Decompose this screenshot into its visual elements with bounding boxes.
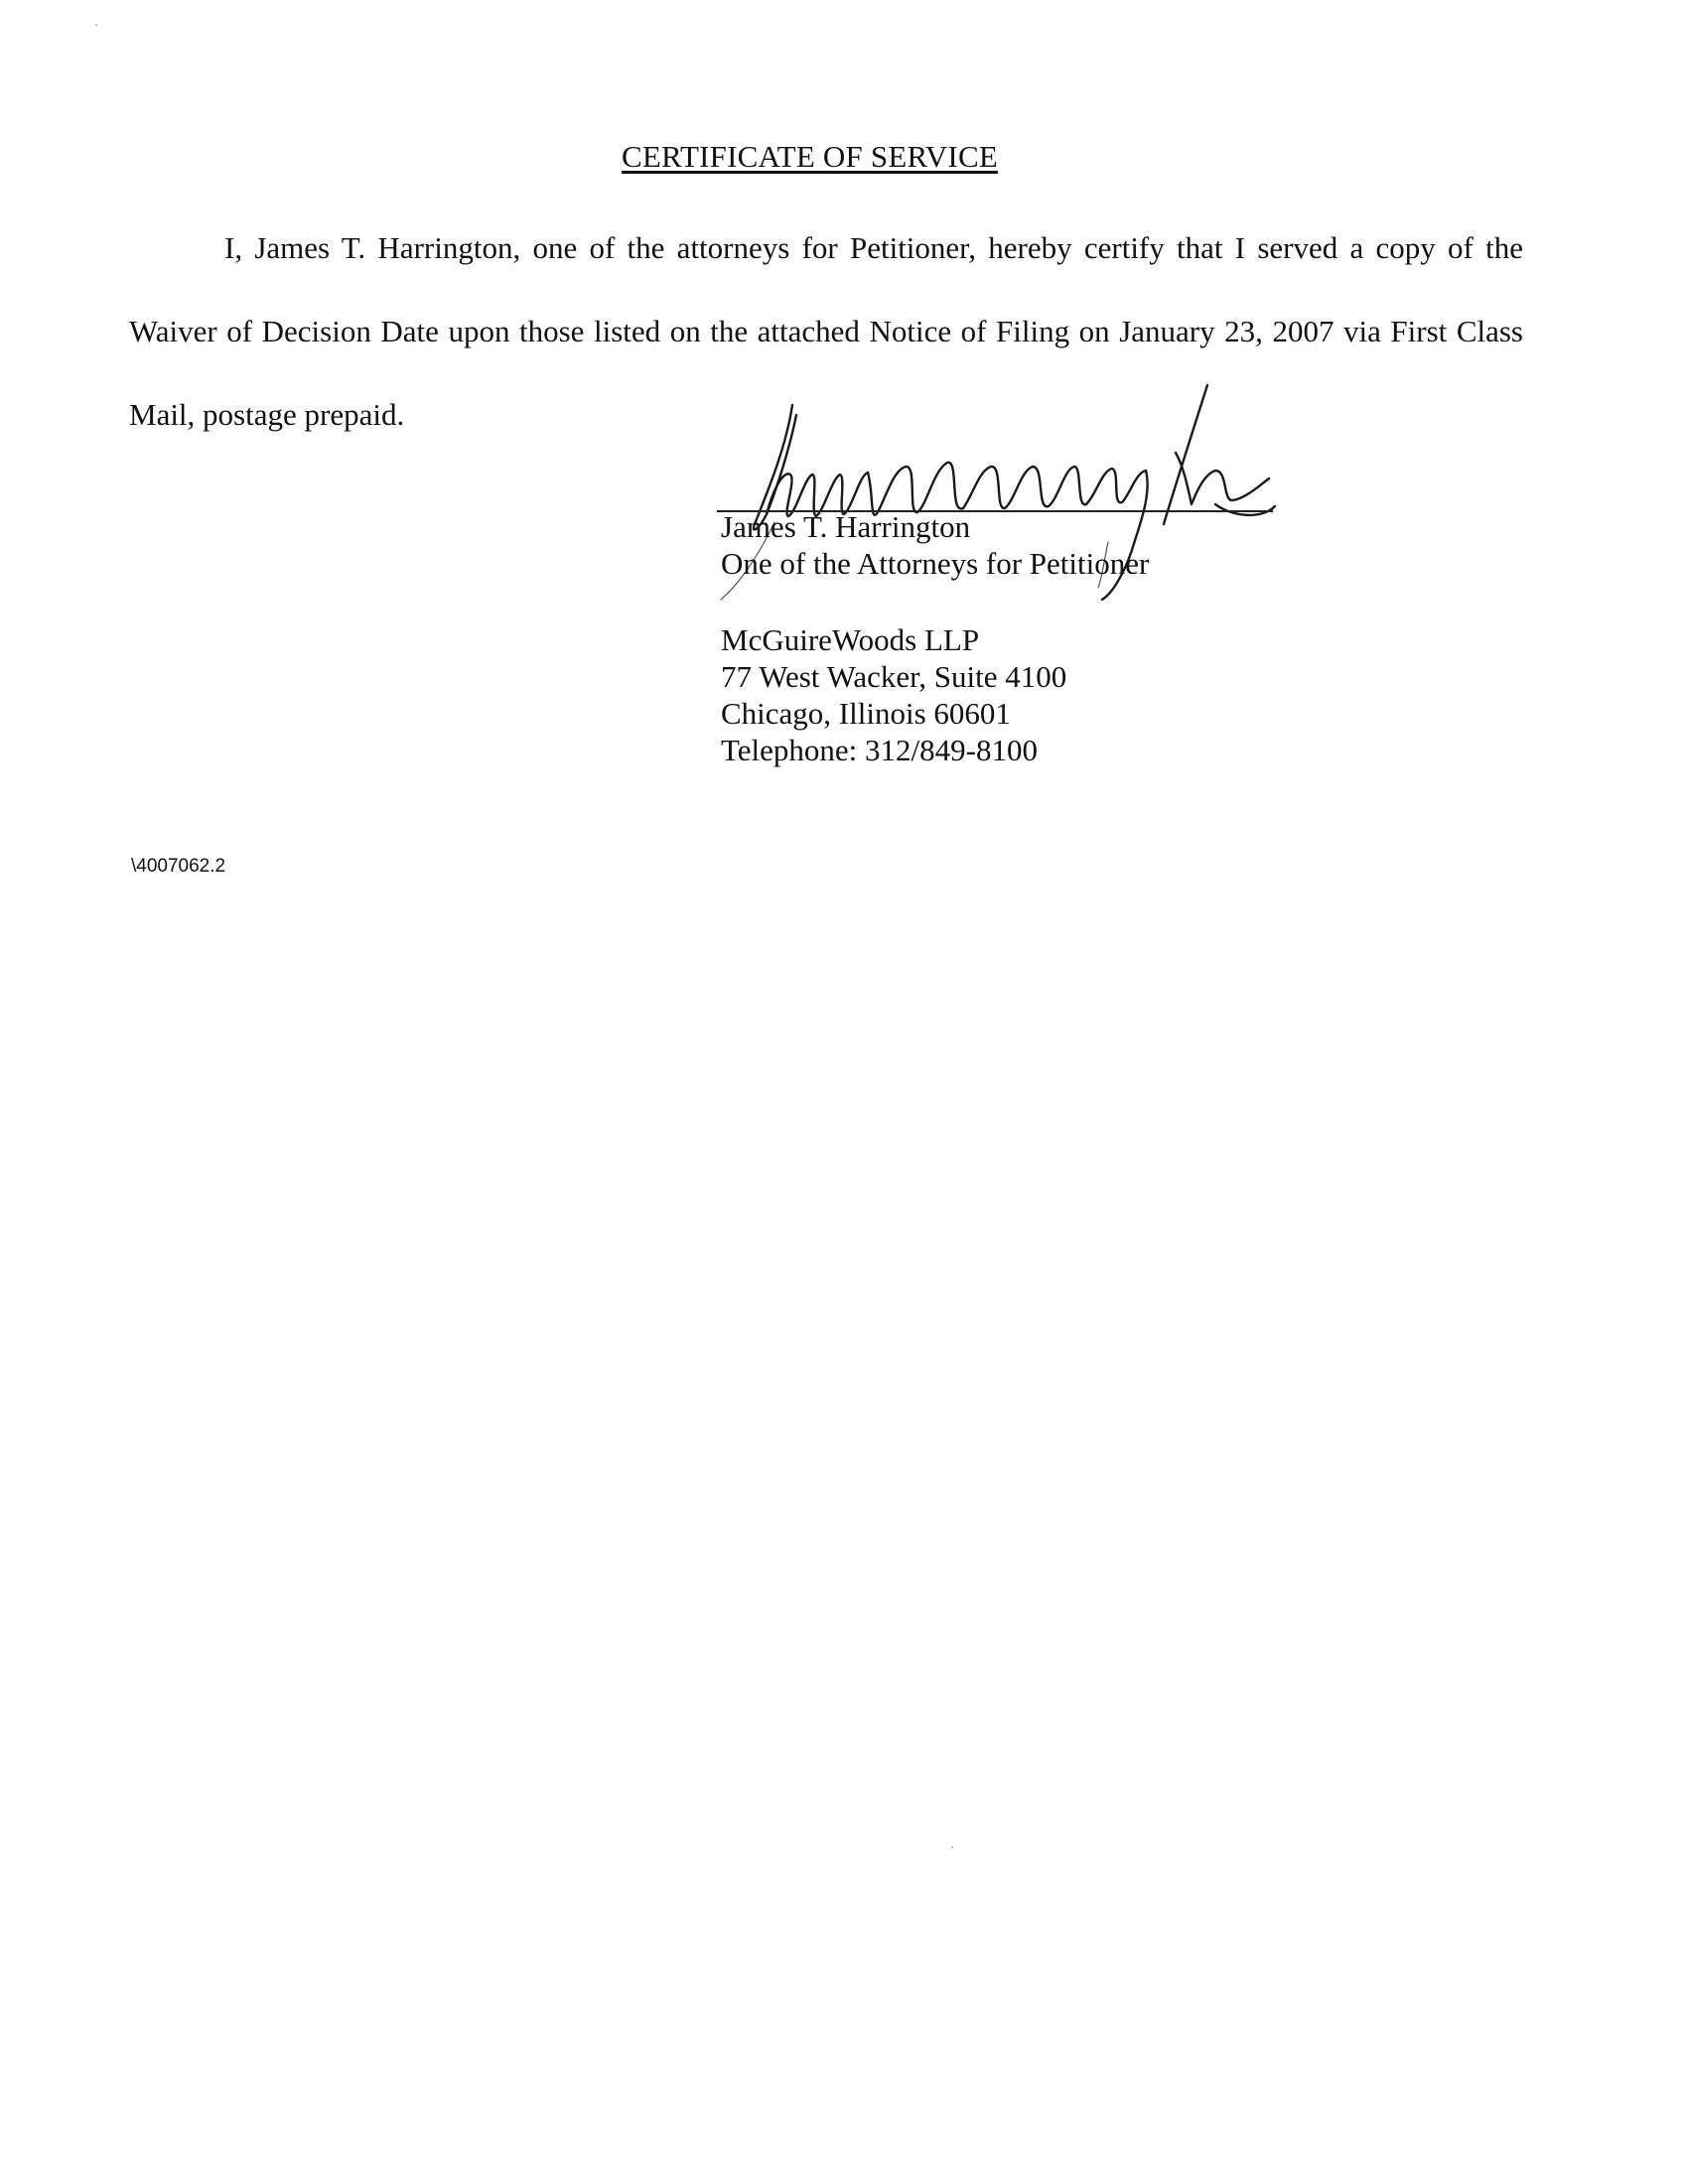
scan-speck <box>95 24 97 26</box>
signer-name: James T. Harrington <box>721 509 971 544</box>
document-title: CERTIFICATE OF SERVICE <box>622 139 998 174</box>
firm-name: McGuireWoods LLP <box>721 622 980 657</box>
signature-block <box>721 508 1149 582</box>
firm-telephone: Telephone: 312/849-8100 <box>721 733 1038 767</box>
firm-address-line1: 77 West Wacker, Suite 4100 <box>721 659 1067 694</box>
document-number: \4007062.2 <box>131 856 226 877</box>
signer-title: One of the Attorneys for Petitioner <box>721 546 1150 581</box>
firm-address-line2: Chicago, Illinois 60601 <box>721 696 1011 731</box>
firm-address-block <box>721 621 1066 768</box>
scan-speck <box>951 1846 953 1848</box>
certification-paragraph: I, James T. Harrington, one of the attorneys for Petitioner, hereby certify that I served a copy of the Waiver of Decision Date upon those listed on the attached Notice of Filing on January 23, 2007 via First Class Mail, postage prepaid. <box>129 230 1523 432</box>
